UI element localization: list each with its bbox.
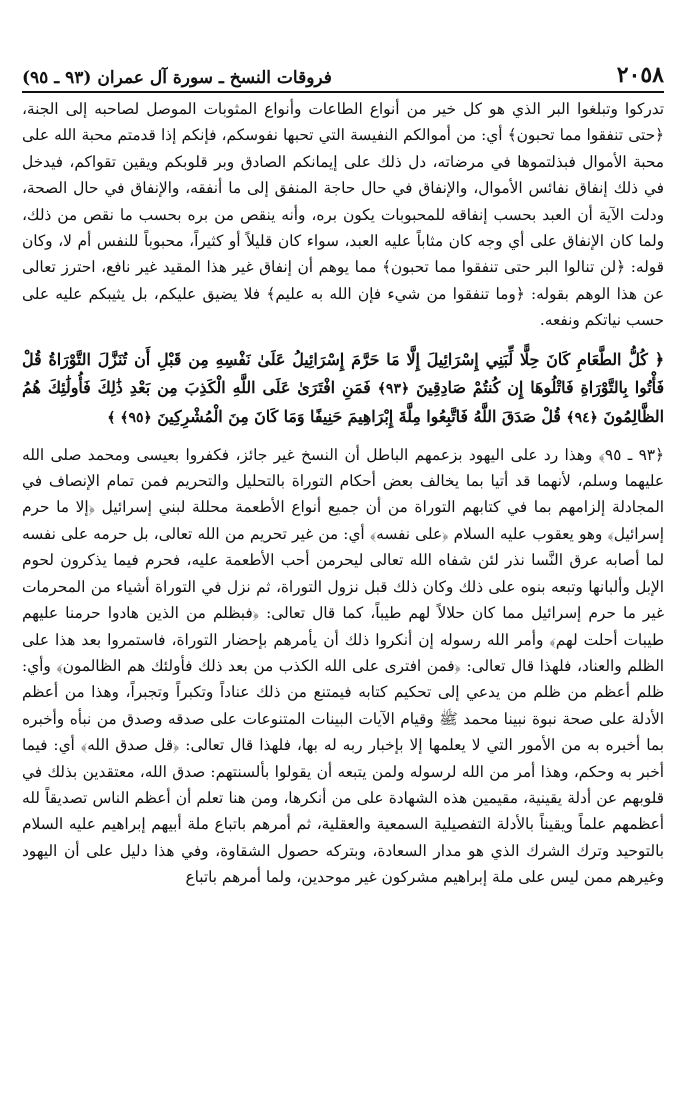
page-header [22,58,664,93]
quran-verses-block [22,346,664,432]
verse-93-text: ﴿ كُلُّ الطَّعَامِ كَانَ حِلًّا لِّبَنِي إِسْرَائِيلَ إِلَّا مَا حَرَّمَ إِسْرَائِيلُ عَلَىٰ نَفْسِهِ مِن قَبْلِ أَن تُنَزَّلَ التَّوْرَاةُ قُلْ فَأْتُوا بِالتَّوْرَاةِ فَاتْلُوهَا إِن كُنتُمْ صَادِقِينَ [22,349,665,397]
page-body [22,96,664,891]
commentary-paragraph-2: ﴿٩٣ ـ ٩٥﴾ وهذا رد على اليهود بزعمهم الباطل أن النسخ غير جائز، فكفروا بعيسى ومحمد صلى الله عليهما وسلم، لأنهما قد أتيا بما يخالف بعض أحكام التوراة بالتحليل والتحريم فمن تمام الإنصاف في المجادلة إلزامهم بما في كتابهم التوراة من أن جميع أنواع الأطعمة محللة لبني إسرائيل ﴿إلا ما حرم إسرائيل﴾ وهو يعقوب عليه السلام ﴿على نفسه﴾ أي: من غير تحريم من الله تعالى، بل حرمه على نفسه لما أصابه عرق النَّسا نذر لئن شفاه الله تعالى ليحرمن أحب الأطعمة عليه، فحرم فيما يذكرون لحوم الإبل وألبانها وتبعه بنوه على ذلك وكان ذلك قبل نزول التوراة، ثم نزل في التوراة أشياء من المحرمات غير ما حرم إسرائيل مما كان حلالاً لهم طيباً، كما قال تعالى: ﴿فبظلم من الذين هادوا حرمنا عليهم طيبات أحلت لهم﴾ وأمر الله رسوله إن أنكروا ذلك أن يأمرهم بإحضار التوراة، فاستمروا بعد هذا على الظلم والعناد، فلهذا قال تعالى: ﴿فمن افترى على الله الكذب من بعد ذلك فأولئك هم الظالمون﴾ وأي: ظلم أعظم من ظلم من يدعي إلى تحكيم كتابه فيمتنع من ذلك عناداً وتكبراً وتجبراً، وهذا من أعظم الأدلة على صحة نبوة نبينا محمد ﷺ وقيام الآيات البينات المتنوعات على صدقه وصدق من نبأه وأخبره بما أخبره به من الأمور التي لا يعلمها إلا بإخبار ربه له بها، فلهذا قال تعالى: ﴿قل صدق الله﴾ أي: فيما أخبر به وحكم، وهذا أمر من الله لرسوله ولمن يتبعه أن يقولوا بألسنتهم: صدق الله، معتقدين بذلك في قلوبهم عن أدلة يقينية، مقيمين هذه الشهادة على من أنكرها، ومن هنا تعلم أن أعظم الناس تصديقاً لله أعظمهم علماً ويقيناً بالأدلة التفصيلية السمعية والعقلية، ثم أمرهم باتباع ملة أبيهم إبراهيم عليه السلام بالتوحيد وترك الشرك الذي هو مدار السعادة، وبتركه حصول الشقاوة، وفي هذا دليل على أن اليهود وغيرهم ممن ليس على ملة إبراهيم مشركون غير موحدين، ولما أمرهم باتباع [22,445,664,887]
verse-95-marker: ﴿٩٥﴾ ﴾ [107,409,152,426]
verse-93-marker: ﴿٩٣﴾ [377,380,410,397]
running-title: فروقات النسخ ـ سورة آل عمران (٩٣ ـ ٩٥) [22,68,332,88]
verse-94-text: فَمَنِ افْتَرَىٰ عَلَى اللَّهِ الْكَذِبَ مِن بَعْدِ ذَٰلِكَ فَأُولَٰئِكَ هُمُ الظَّالِمُونَ [22,377,664,426]
page-number: ٢٠٥٨ [616,62,664,88]
verse-94-marker: ﴿٩٤﴾ [566,409,598,426]
verse-95-text: قُلْ صَدَقَ اللَّهُ فَاتَّبِعُوا مِلَّةَ إِبْرَاهِيمَ حَنِيفًا وَمَا كَانَ مِنَ الْمُشْرِكِينَ [157,406,561,426]
commentary-paragraph-1: تدركوا وتبلغوا البر الذي هو كل خير من أنواع الطاعات وأنواع المثوبات الموصل لصاحبه إلى الجنة، ﴿حتى تنفقوا مما تحبون﴾ أي: من أموالكم النفيسة التي تحبها نفوسكم، فإنكم إذا قدمتم محبة الله على محبة الأموال فبذلتموها في مرضاته، دل ذلك على إيمانكم الصادق وبر قلوبكم ويقين تقواكم، فيدخل في ذلك إنفاق نفائس الأموال، والإنفاق في حال حاجة المنفق إلى ما أنفقه، والإنفاق في حال الصحة، ودلت الآية أن العبد بحسب إنفاقه للمحبوبات يكون بره، وأنه ينقص من بره بحسب ما نقص من ذلك، ولما كان الإنفاق على أي وجه كان مثاباً عليه العبد، سواء كان قليلاً أو كثيراً، محبوباً للنفس أم لا، وكان قوله: ﴿لن تنالوا البر حتى تنفقوا مما تحبون﴾ مما يوهم أن إنفاق غير هذا المقيد غير نافع، احترز تعالى عن هذا الوهم بقوله: ﴿وما تنفقوا من شيء فإن الله به عليم﴾ فلا يضيق عليكم، بل يثيبكم عليه على حسب نياتكم ونفعه. [22,100,664,330]
